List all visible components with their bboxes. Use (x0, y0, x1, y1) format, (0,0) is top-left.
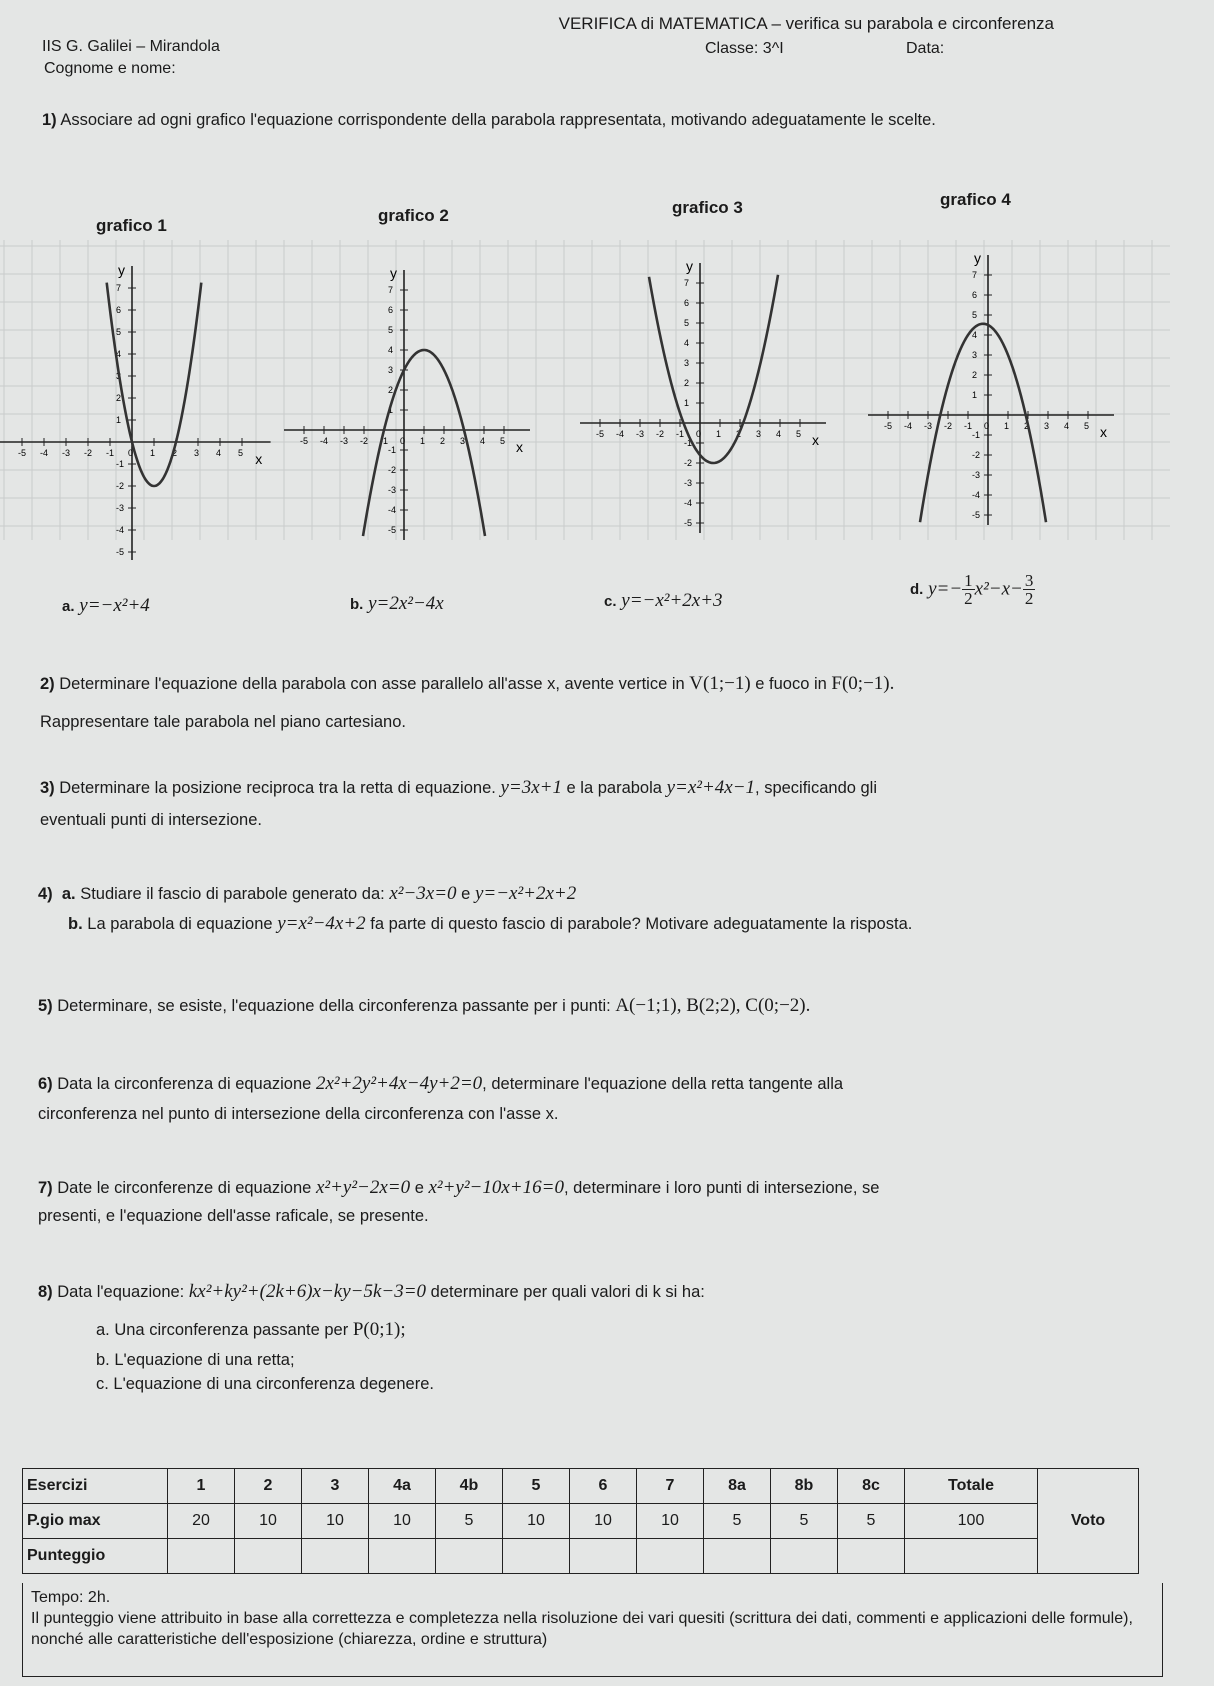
x-tick-label: -4 (320, 436, 329, 446)
y-tick-label: 6 (388, 305, 394, 315)
y-tick-label: 4 (972, 330, 978, 340)
y-tick-label: 2 (684, 378, 690, 388)
x-tick-label: 0 (400, 436, 406, 446)
y-tick-label: 6 (972, 290, 978, 300)
question-2: 2) Determinare l'equazione della parabola con asse parallelo all'asse x, avente vertice in V(1;−1) e fuoco in F(0;−1). (40, 673, 895, 694)
class-label: Classe: 3^I (705, 40, 784, 57)
x-tick-label: -1 (380, 436, 389, 446)
y-tick-label: 4 (684, 338, 690, 348)
x-tick-label: -3 (340, 436, 349, 446)
x-tick-label: 0 (696, 429, 702, 439)
y-tick-label: -1 (388, 445, 397, 455)
question-1-number: 1) (42, 111, 57, 129)
y-tick-label: -2 (116, 481, 125, 491)
option-b: b. y=2x²−4x (350, 593, 444, 614)
question-2-line2: Rappresentare tale parabola nel piano cartesiano. (40, 713, 406, 731)
y-tick-label: 4 (116, 349, 122, 359)
y-tick-label: 7 (972, 270, 978, 280)
x-tick-label: 3 (194, 448, 200, 458)
table-row-max-points: P.gio max 20 10 10 10 5 10 10 10 5 5 5 100 (23, 1504, 1139, 1539)
question-1-text: Associare ad ogni grafico l'equazione corrispondente della parabola rappresentata, motivando adeguatamente le scelte. (60, 111, 936, 129)
x-tick-label: 0 (128, 448, 134, 458)
y-tick-label: -3 (684, 478, 693, 488)
x-tick-label: 2 (1024, 421, 1030, 431)
y-axis-label: y (390, 265, 397, 281)
date-label: Data: (906, 40, 945, 57)
vertex-V: V(1;−1) (689, 673, 751, 694)
grade-cell: Voto (1038, 1469, 1139, 1574)
question-5: 5) Determinare, se esiste, l'equazione della circonferenza passante per i punti: A(−1;1), B(2;2), C(0;−2). (38, 995, 811, 1016)
x-tick-label: 5 (1084, 421, 1090, 431)
question-8a: a. Una circonferenza passante per P(0;1); (96, 1319, 406, 1340)
question-6: 6) Data la circonferenza di equazione 2x²+2y²+4x−4y+2=0, determinare l'equazione della retta tangente alla (38, 1073, 844, 1094)
y-tick-label: -5 (972, 510, 981, 520)
y-tick-label: 2 (972, 370, 978, 380)
question-7: 7) Date le circonferenze di equazione x²+y²−2x=0 e x²+y²−10x+16=0, determinare i loro punti di intersezione, se (38, 1177, 880, 1198)
x-tick-label: 5 (238, 448, 244, 458)
y-tick-label: -2 (684, 458, 693, 468)
x-tick-label: -5 (300, 436, 309, 446)
question-6-line2: circonferenza nel punto di intersezione della circonferenza con l'asse x. (38, 1105, 559, 1123)
y-tick-label: -5 (116, 547, 125, 557)
question-4b: b. La parabola di equazione y=x²−4x+2 fa parte di questo fascio di parabole? Motivare adeguatamente la risposta. (68, 913, 913, 934)
x-tick-label: -2 (944, 421, 953, 431)
y-tick-label: 1 (388, 405, 394, 415)
y-tick-label: -4 (116, 525, 125, 535)
graph-1 (0, 262, 271, 560)
y-tick-label: 7 (388, 285, 394, 295)
y-tick-label: -1 (972, 430, 981, 440)
y-tick-label: 3 (116, 371, 122, 381)
x-tick-label: -3 (636, 429, 645, 439)
x-axis-label: x (516, 439, 523, 455)
x-tick-label: 1 (150, 448, 156, 458)
y-tick-label: -4 (972, 490, 981, 500)
y-tick-label: -3 (388, 485, 397, 495)
graph-3-title: grafico 3 (672, 198, 743, 217)
question-3-line2: eventuali punti di intersezione. (40, 811, 262, 829)
graph-1-title: grafico 1 (96, 216, 167, 235)
option-a-equation: y=−x²+4 (79, 595, 150, 616)
x-axis-label: x (255, 451, 263, 467)
x-tick-label: 2 (736, 429, 742, 439)
y-tick-label: -5 (388, 525, 397, 535)
x-tick-label: -5 (18, 448, 27, 458)
option-d: d. y=− $\frac{1}{2}$ x²−x− $\frac{3}{2}$ (910, 571, 1034, 608)
y-axis-label: y (974, 250, 981, 266)
score-table (22, 1468, 1139, 1574)
x-tick-label: 5 (796, 429, 802, 439)
graph-2-title: grafico 2 (378, 206, 449, 225)
y-tick-label: 7 (684, 278, 690, 288)
y-tick-label: -2 (972, 450, 981, 460)
x-tick-label: -3 (62, 448, 71, 458)
x-tick-label: -1 (964, 421, 973, 431)
school-name: IIS G. Galilei – Mirandola (42, 38, 220, 55)
x-tick-label: 2 (172, 448, 178, 458)
question-8: 8) Data l'equazione: kx²+ky²+(2k+6)x−ky−5k−3=0 determinare per quali valori di k si ha: (38, 1281, 705, 1302)
evaluation-note (22, 1583, 1163, 1677)
x-axis-label: x (812, 432, 819, 448)
y-tick-label: 6 (684, 298, 690, 308)
y-tick-label: 6 (116, 305, 122, 315)
x-tick-label: 4 (216, 448, 222, 458)
question-1 (42, 110, 1172, 130)
y-tick-label: 5 (388, 325, 394, 335)
x-tick-label: 4 (1064, 421, 1070, 431)
y-tick-label: 5 (972, 310, 978, 320)
x-tick-label: 0 (984, 421, 990, 431)
y-tick-label: 1 (972, 390, 978, 400)
x-tick-label: -1 (106, 448, 115, 458)
y-tick-label: -2 (388, 465, 397, 475)
graph-4 (868, 250, 1114, 525)
x-tick-label: 3 (756, 429, 762, 439)
name-label: Cognome e nome: (44, 60, 176, 77)
x-tick-label: -2 (84, 448, 93, 458)
x-tick-label: -2 (360, 436, 369, 446)
time-limit: Tempo: 2h. (31, 1589, 111, 1606)
x-tick-label: -5 (596, 429, 605, 439)
option-c: c. y=−x²+2x+3 (604, 590, 723, 611)
note-text: Il punteggio viene attribuito in base alla correttezza e completezza nella risoluzione dei vari quesiti (scrittura dei dati, commenti e applicazioni delle formule), nonché alle caratteristiche dell'esposizione (chiarezza, ordine e struttura) (31, 1610, 1133, 1648)
x-tick-label: 2 (440, 436, 446, 446)
x-tick-label: -3 (924, 421, 933, 431)
y-tick-label: -1 (116, 459, 125, 469)
y-tick-label: 7 (116, 283, 122, 293)
focus-F: F(0;−1). (831, 673, 895, 694)
graph-3 (580, 258, 826, 533)
x-tick-label: 1 (420, 436, 426, 446)
y-tick-label: 2 (388, 385, 394, 395)
x-tick-label: -4 (616, 429, 625, 439)
question-8c: c. L'equazione di una circonferenza degenere. (96, 1375, 434, 1393)
x-tick-label: -2 (656, 429, 665, 439)
y-tick-label: -5 (684, 518, 693, 528)
x-tick-label: 4 (480, 436, 486, 446)
question-7-line2: presenti, e l'equazione dell'asse raficale, se presente. (38, 1207, 429, 1225)
option-c-equation: y=−x²+2x+3 (621, 590, 723, 611)
graph-2 (284, 265, 530, 540)
y-tick-label: -3 (116, 503, 125, 513)
question-8b: b. L'equazione di una retta; (96, 1351, 295, 1369)
table-row-exercises: Esercizi 1 2 3 4a 4b 5 6 7 8a 8b 8c Totale Voto (23, 1469, 1139, 1504)
x-tick-label: -4 (904, 421, 913, 431)
y-tick-label: 4 (388, 345, 394, 355)
y-tick-label: 3 (684, 358, 690, 368)
question-3: 3) Determinare la posizione reciproca tra la retta di equazione. y=3x+1 e la parabola y=x²+4x−1, specificando gli (40, 777, 878, 798)
x-tick-label: -4 (40, 448, 49, 458)
parabola-curve (920, 324, 1046, 522)
y-tick-label: 1 (116, 415, 122, 425)
y-tick-label: -3 (972, 470, 981, 480)
y-tick-label: -1 (684, 438, 693, 448)
x-axis-label: x (1100, 424, 1107, 440)
y-tick-label: 5 (116, 327, 122, 337)
y-tick-label: -4 (388, 505, 397, 515)
x-tick-label: 3 (460, 436, 466, 446)
x-tick-label: 4 (776, 429, 782, 439)
question-4a: 4) a. Studiare il fascio di parabole generato da: x²−3x=0 e y=−x²+2x+2 (38, 883, 577, 904)
y-tick-label: 5 (684, 318, 690, 328)
x-tick-label: -5 (884, 421, 893, 431)
y-tick-label: 3 (388, 365, 394, 375)
graphs-area (0, 240, 1170, 560)
x-tick-label: 5 (500, 436, 506, 446)
x-tick-label: 1 (1004, 421, 1010, 431)
y-tick-label: 1 (684, 398, 690, 408)
y-axis-label: y (118, 261, 125, 278)
x-tick-label: 1 (716, 429, 722, 439)
table-row-score: Punteggio (23, 1539, 1139, 1574)
x-tick-label: -1 (676, 429, 685, 439)
test-title: VERIFICA di MATEMATICA – verifica su parabola e circonferenza (558, 14, 1054, 33)
option-b-equation: y=2x²−4x (368, 593, 444, 614)
graph-4-title: grafico 4 (940, 190, 1011, 209)
option-a: a. y=−x²+4 (62, 595, 150, 616)
x-tick-label: 3 (1044, 421, 1050, 431)
y-tick-label: 2 (116, 393, 122, 403)
y-tick-label: 3 (972, 350, 978, 360)
y-tick-label: -4 (684, 498, 693, 508)
y-axis-label: y (686, 258, 693, 274)
